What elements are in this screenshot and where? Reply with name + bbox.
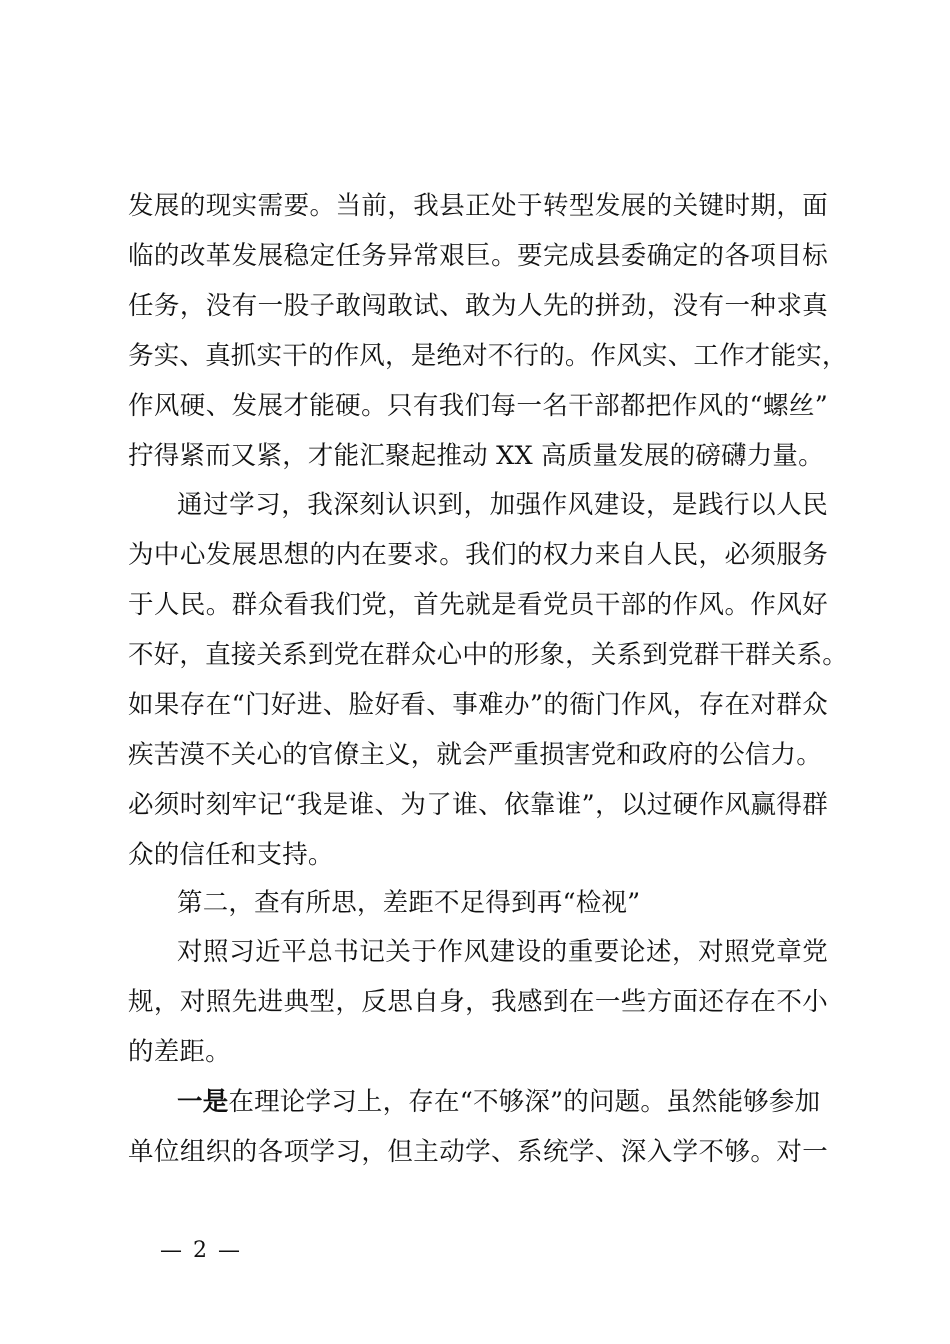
paragraph-line: 作风硬、发展才能硬。只有我们每一名干部都把作风的“螺丝” — [128, 391, 828, 421]
paragraph-line: 的差距。 — [128, 1037, 231, 1067]
point-lead: 一是 — [177, 1087, 229, 1117]
page-number: — 2 — — [160, 1238, 242, 1263]
paragraph-line: 如果存在“门好进、脸好看、事难办”的衙门作风，存在对群众 — [128, 690, 828, 720]
paragraph-line: 疾苦漠不关心的官僚主义，就会严重损害党和政府的公信力。 — [128, 740, 822, 770]
paragraph-line: 为中心发展思想的内在要求。我们的权力来自人民，必须服务 — [128, 540, 828, 570]
paragraph-first-line: 对照习近平总书记关于作风建设的重要论述，对照党章党 — [177, 937, 828, 967]
paragraph-line: 规，对照先进典型，反思自身，我感到在一些方面还存在不小 — [128, 987, 828, 1017]
point-first-line — [177, 1077, 828, 1127]
paragraph-line: 单位组织的各项学习，但主动学、系统学、深入学不够。对一 — [128, 1137, 828, 1167]
paragraph-line: 任务，没有一股子敢闯敢试、敢为人先的拼劲，没有一种求真 — [128, 291, 828, 321]
paragraph-line: 拧得紧而又紧，才能汇聚起推动 XX 高质量发展的磅礴力量。 — [128, 441, 824, 471]
paragraph-line: 务实、真抓实干的作风，是绝对不行的。作风实、工作才能实， — [128, 341, 848, 371]
paragraph-line: 众的信任和支持。 — [128, 840, 334, 870]
point-text: 在理论学习上，存在“不够深”的问题。虽然能够参加 — [228, 1087, 821, 1117]
paragraph-line: 发展的现实需要。当前，我县正处于转型发展的关键时期，面 — [128, 191, 828, 221]
paragraph-line: 临的改革发展稳定任务异常艰巨。要完成县委确定的各项目标 — [128, 241, 828, 271]
paragraph-line: 于人民。群众看我们党，首先就是看党员干部的作风。作风好 — [128, 590, 828, 620]
paragraph-line: 不好，直接关系到党在群众心中的形象，关系到党群干群关系。 — [128, 640, 848, 670]
paragraph-line: 必须时刻牢记“我是谁、为了谁、依靠谁”，以过硬作风赢得群 — [128, 790, 828, 820]
section-heading: 第二，查有所思，差距不足得到再“检视” — [177, 888, 641, 918]
paragraph-first-line: 通过学习，我深刻认识到，加强作风建设，是践行以人民 — [177, 490, 828, 520]
